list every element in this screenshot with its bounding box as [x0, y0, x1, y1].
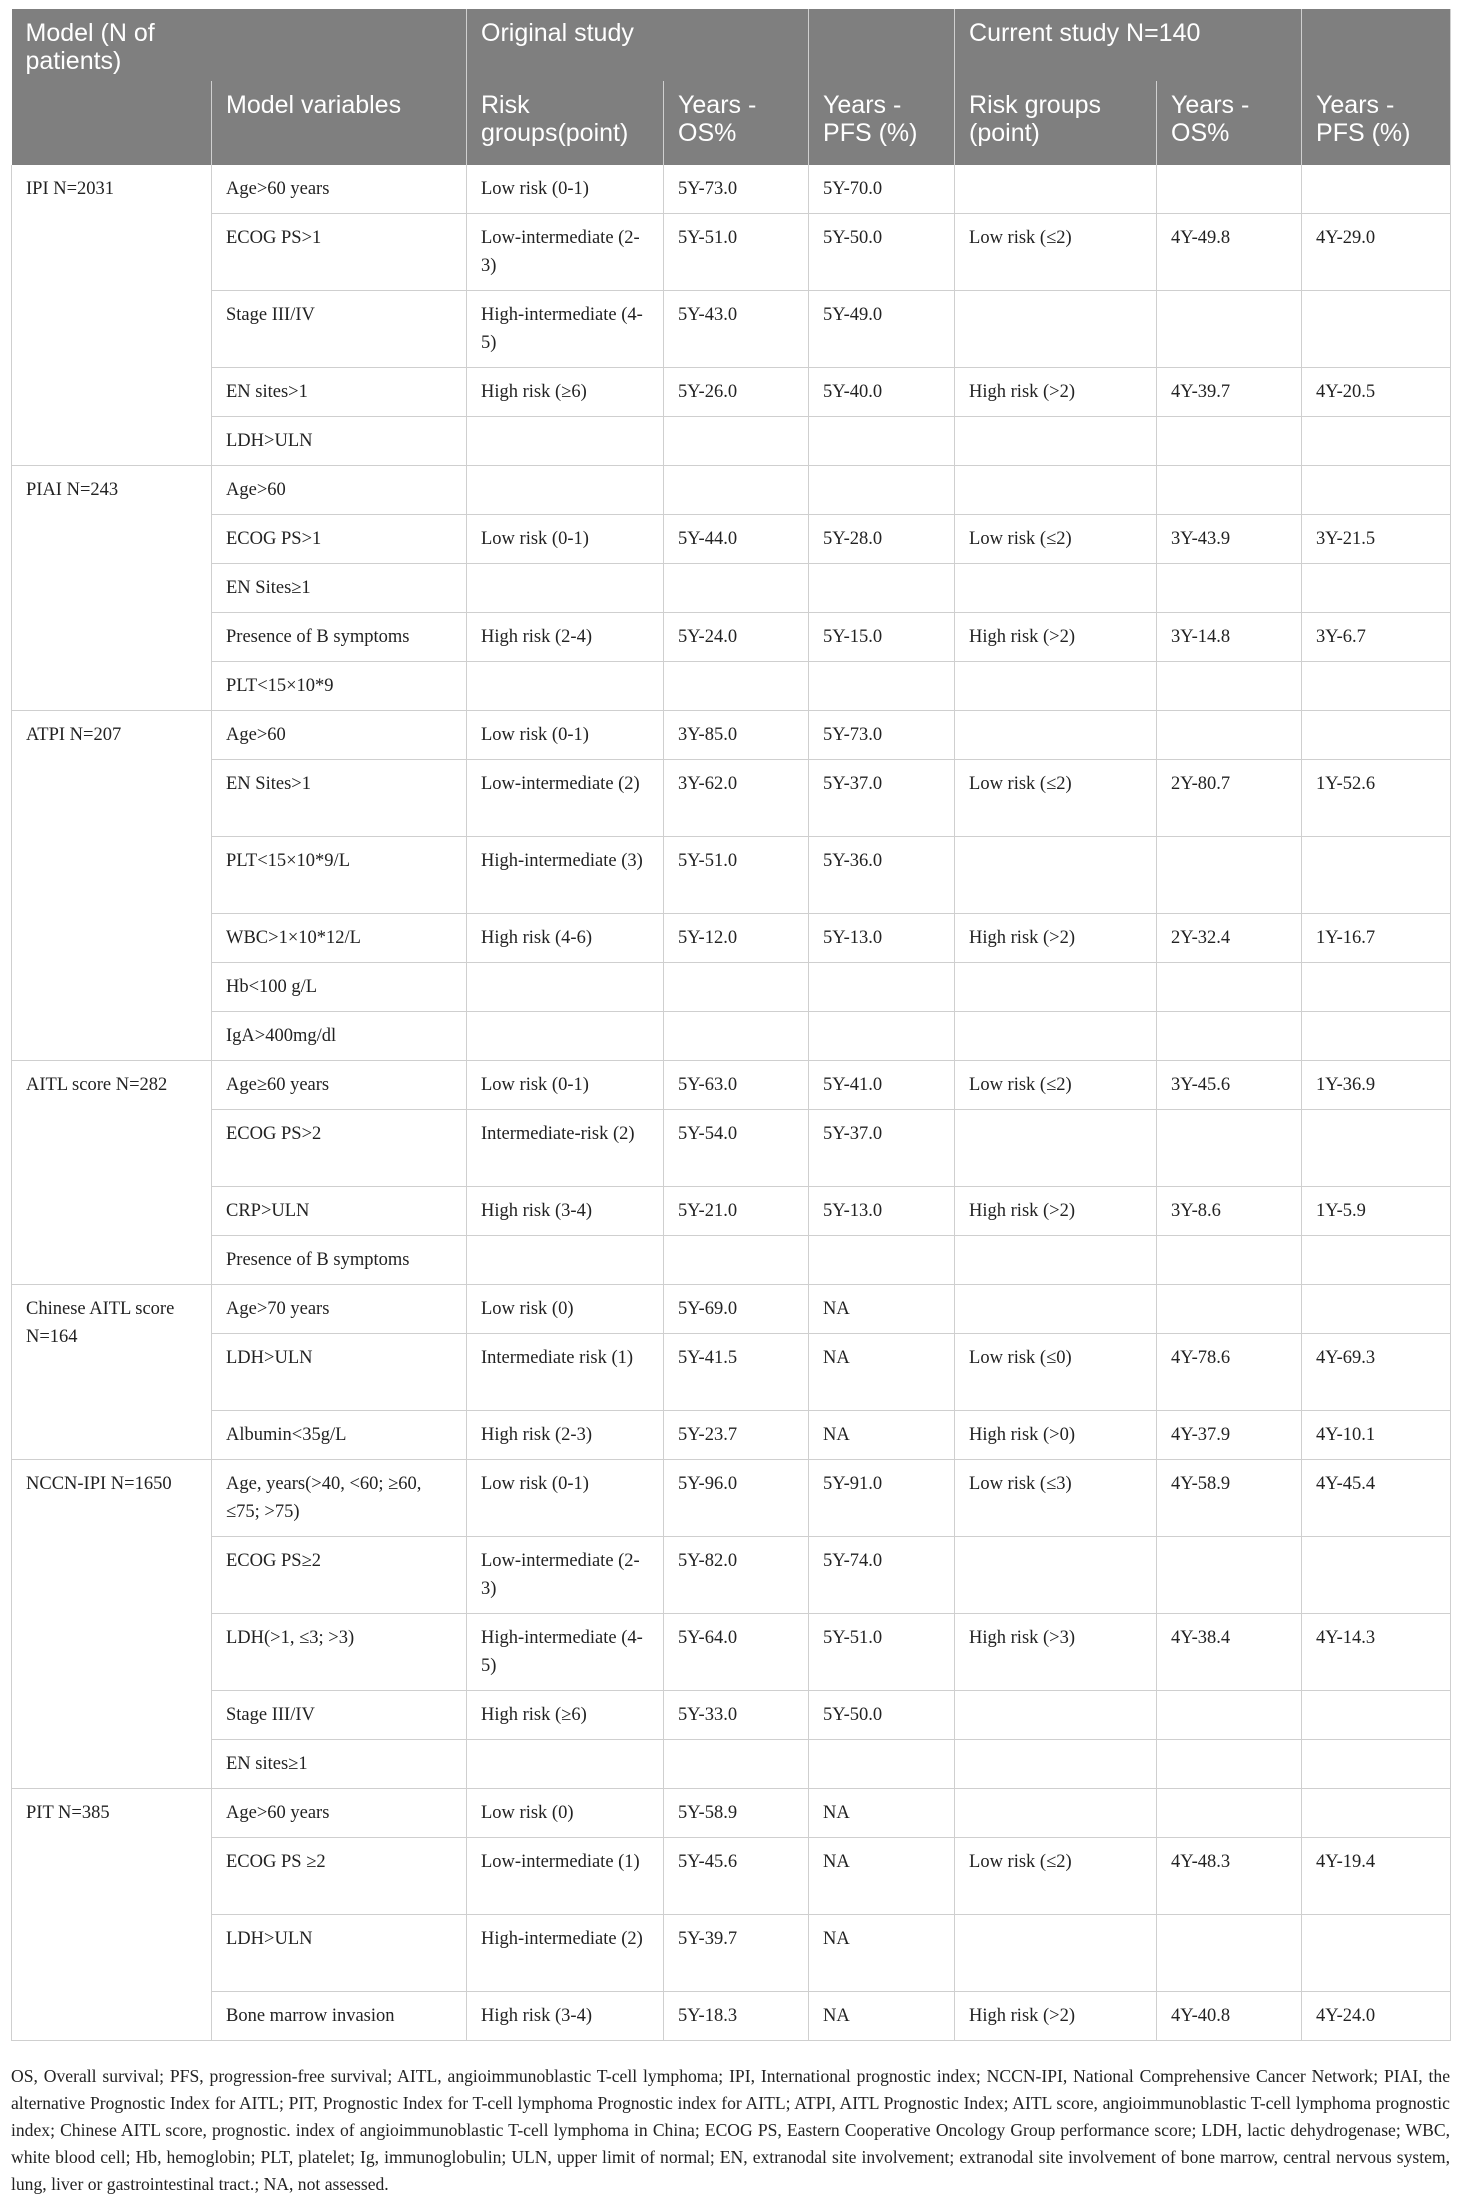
- current-pfs: [1302, 711, 1451, 760]
- table-row: [12, 1915, 1451, 1992]
- table-row: [12, 368, 1451, 417]
- orig-pfs: NA: [809, 1789, 955, 1838]
- current-risk-group: [955, 1236, 1157, 1285]
- current-os: [1157, 1789, 1302, 1838]
- current-os: 3Y-14.8: [1157, 613, 1302, 662]
- current-risk-group: High risk (>3): [955, 1614, 1157, 1691]
- current-pfs: 4Y-29.0: [1302, 214, 1451, 291]
- current-pfs: [1302, 662, 1451, 711]
- table-row: [12, 1789, 1451, 1838]
- current-os: [1157, 291, 1302, 368]
- orig-risk-group: [467, 417, 664, 466]
- current-os: 3Y-45.6: [1157, 1061, 1302, 1110]
- orig-os: [664, 466, 809, 515]
- model-variable: Presence of B symptoms: [212, 613, 467, 662]
- model-variable: CRP>ULN: [212, 1187, 467, 1236]
- orig-risk-group: Intermediate-risk (2): [467, 1110, 664, 1187]
- model-variable: EN Sites>1: [212, 760, 467, 837]
- model-variable: Stage III/IV: [212, 291, 467, 368]
- orig-os: 5Y-51.0: [664, 214, 809, 291]
- orig-risk-group: High risk (4-6): [467, 914, 664, 963]
- model-variable: ECOG PS≥2: [212, 1537, 467, 1614]
- orig-risk-group: High risk (≥6): [467, 368, 664, 417]
- current-os: [1157, 466, 1302, 515]
- current-pfs: 4Y-19.4: [1302, 1838, 1451, 1915]
- model-variable: Stage III/IV: [212, 1691, 467, 1740]
- current-os: 4Y-38.4: [1157, 1614, 1302, 1691]
- current-os: 4Y-40.8: [1157, 1992, 1302, 2041]
- orig-risk-group: Low risk (0): [467, 1285, 664, 1334]
- orig-risk-group: [467, 1236, 664, 1285]
- orig-os: 5Y-63.0: [664, 1061, 809, 1110]
- current-pfs: 4Y-45.4: [1302, 1460, 1451, 1537]
- table-row: [12, 165, 1451, 214]
- orig-pfs: 5Y-37.0: [809, 1110, 955, 1187]
- current-risk-group: [955, 1740, 1157, 1789]
- model-variable: EN sites>1: [212, 368, 467, 417]
- current-pfs: [1302, 417, 1451, 466]
- model-variable: Age>70 years: [212, 1285, 467, 1334]
- model-name: PIT N=385: [12, 1789, 212, 2041]
- orig-os: 5Y-54.0: [664, 1110, 809, 1187]
- current-risk-group: Low risk (≤3): [955, 1460, 1157, 1537]
- current-pfs: 1Y-36.9: [1302, 1061, 1451, 1110]
- current-risk-group: [955, 1110, 1157, 1187]
- orig-pfs: NA: [809, 1915, 955, 1992]
- orig-risk-group: Intermediate risk (1): [467, 1334, 664, 1411]
- current-os: [1157, 1740, 1302, 1789]
- current-risk-group: [955, 963, 1157, 1012]
- current-risk-group: Low risk (≤0): [955, 1334, 1157, 1411]
- current-pfs: 3Y-6.7: [1302, 613, 1451, 662]
- current-risk-group: [955, 466, 1157, 515]
- orig-os: 5Y-64.0: [664, 1614, 809, 1691]
- orig-risk-group: [467, 1012, 664, 1061]
- model-variable: LDH>ULN: [212, 1915, 467, 1992]
- orig-risk-group: Low-intermediate (2-3): [467, 214, 664, 291]
- orig-pfs: [809, 1236, 955, 1285]
- current-pfs: 4Y-20.5: [1302, 368, 1451, 417]
- orig-risk-group: [467, 564, 664, 613]
- current-pfs: [1302, 1236, 1451, 1285]
- current-pfs: [1302, 1012, 1451, 1061]
- model-name: PIAI N=243: [12, 466, 212, 711]
- orig-os: 5Y-43.0: [664, 291, 809, 368]
- table-row: [12, 1411, 1451, 1460]
- model-variable: Hb<100 g/L: [212, 963, 467, 1012]
- orig-risk-group: Low risk (0-1): [467, 515, 664, 564]
- current-os: [1157, 1915, 1302, 1992]
- table-row: [12, 1691, 1451, 1740]
- orig-os: 5Y-82.0: [664, 1537, 809, 1614]
- model-variable: ECOG PS>1: [212, 515, 467, 564]
- orig-risk-group: [467, 963, 664, 1012]
- orig-os: 5Y-39.7: [664, 1915, 809, 1992]
- model-variable: ECOG PS>1: [212, 214, 467, 291]
- header-current-study: Current study N=140: [955, 9, 1302, 81]
- header-blank-2: [12, 81, 212, 165]
- orig-os: 5Y-12.0: [664, 914, 809, 963]
- model-variable: ECOG PS>2: [212, 1110, 467, 1187]
- model-variable: LDH>ULN: [212, 1334, 467, 1411]
- model-name: IPI N=2031: [12, 165, 212, 466]
- orig-risk-group: [467, 1740, 664, 1789]
- current-pfs: 4Y-69.3: [1302, 1334, 1451, 1411]
- current-risk-group: [955, 711, 1157, 760]
- orig-os: [664, 564, 809, 613]
- current-risk-group: High risk (>2): [955, 613, 1157, 662]
- table-row: [12, 1740, 1451, 1789]
- current-pfs: [1302, 466, 1451, 515]
- header-current-gap: [1302, 9, 1451, 81]
- orig-pfs: 5Y-13.0: [809, 914, 955, 963]
- orig-os: [664, 963, 809, 1012]
- orig-pfs: [809, 417, 955, 466]
- current-os: 4Y-58.9: [1157, 1460, 1302, 1537]
- orig-risk-group: High-intermediate (2): [467, 1915, 664, 1992]
- header-model: Model (N of patients): [12, 9, 212, 81]
- current-pfs: [1302, 1789, 1451, 1838]
- orig-pfs: 5Y-37.0: [809, 760, 955, 837]
- orig-risk-group: Low-intermediate (2): [467, 760, 664, 837]
- orig-pfs: NA: [809, 1411, 955, 1460]
- orig-pfs: 5Y-49.0: [809, 291, 955, 368]
- current-os: 4Y-37.9: [1157, 1411, 1302, 1460]
- model-variable: Presence of B symptoms: [212, 1236, 467, 1285]
- table-row: [12, 1012, 1451, 1061]
- orig-pfs: 5Y-91.0: [809, 1460, 955, 1537]
- header-blank: [212, 9, 467, 81]
- current-risk-group: [955, 417, 1157, 466]
- header-orig-pfs: Years -PFS (%): [809, 81, 955, 165]
- orig-os: 5Y-58.9: [664, 1789, 809, 1838]
- orig-os: 5Y-41.5: [664, 1334, 809, 1411]
- table-footnote: OS, Overall survival; PFS, progression-free survival; AITL, angioimmunoblastic T-cell lymphoma; IPI, International prognostic index; NCCN-IPI, National Comprehensive Cancer Network; PIAI, the alternative Prognostic Index for AITL; PIT, Prognostic Index for T-cell lymphoma Prognostic index for AITL; ATPI, AITL Prognostic Index; AITL score, angioimmunoblastic T-cell lymphoma prognostic index; Chinese AITL score, prognostic. index of angioimmunoblastic T-cell lymphoma in China; ECOG PS, Eastern Cooperative Oncology Group performance score; LDH, lactic dehydrogenase; WBC, white blood cell; Hb, hemoglobin; PLT, platelet; Ig, immunoglobulin; ULN, upper limit of normal; EN, extranodal site involvement; extranodal site involvement of bone marrow, central nervous system, lung, liver or gastrointestinal tract.; NA, not assessed.: [11, 2066, 1450, 2194]
- current-pfs: 4Y-24.0: [1302, 1992, 1451, 2041]
- orig-risk-group: High-intermediate (3): [467, 837, 664, 914]
- model-variable: Age>60: [212, 466, 467, 515]
- orig-pfs: 5Y-13.0: [809, 1187, 955, 1236]
- orig-pfs: 5Y-41.0: [809, 1061, 955, 1110]
- orig-os: 5Y-45.6: [664, 1838, 809, 1915]
- header-model-variables: Model variables: [212, 81, 467, 165]
- current-os: [1157, 1236, 1302, 1285]
- orig-os: 5Y-21.0: [664, 1187, 809, 1236]
- table-row: [12, 1334, 1451, 1411]
- header-original-study: Original study: [467, 9, 809, 81]
- current-risk-group: [955, 1915, 1157, 1992]
- orig-pfs: 5Y-36.0: [809, 837, 955, 914]
- orig-os: 5Y-51.0: [664, 837, 809, 914]
- orig-os: 5Y-23.7: [664, 1411, 809, 1460]
- orig-pfs: [809, 564, 955, 613]
- orig-os: 5Y-69.0: [664, 1285, 809, 1334]
- current-pfs: [1302, 1285, 1451, 1334]
- table-row: [12, 1614, 1451, 1691]
- orig-os: 5Y-26.0: [664, 368, 809, 417]
- current-risk-group: Low risk (≤2): [955, 515, 1157, 564]
- current-risk-group: High risk (>2): [955, 914, 1157, 963]
- table-row: [12, 515, 1451, 564]
- current-pfs: [1302, 564, 1451, 613]
- current-os: [1157, 963, 1302, 1012]
- current-risk-group: Low risk (≤2): [955, 214, 1157, 291]
- table-row: [12, 837, 1451, 914]
- current-pfs: 4Y-10.1: [1302, 1411, 1451, 1460]
- model-variable: Age>60 years: [212, 165, 467, 214]
- current-risk-group: [955, 1537, 1157, 1614]
- orig-pfs: 5Y-50.0: [809, 214, 955, 291]
- orig-pfs: NA: [809, 1334, 955, 1411]
- model-name: ATPI N=207: [12, 711, 212, 1061]
- current-risk-group: [955, 837, 1157, 914]
- model-variable: Age, years(>40, <60; ≥60, ≤75; >75): [212, 1460, 467, 1537]
- orig-pfs: NA: [809, 1992, 955, 2041]
- orig-risk-group: Low risk (0-1): [467, 165, 664, 214]
- current-risk-group: Low risk (≤2): [955, 1838, 1157, 1915]
- current-pfs: 1Y-16.7: [1302, 914, 1451, 963]
- current-os: 3Y-43.9: [1157, 515, 1302, 564]
- header-row-columns: [12, 81, 1451, 165]
- model-variable: LDH(>1, ≤3; >3): [212, 1614, 467, 1691]
- table-row: [12, 711, 1451, 760]
- current-risk-group: High risk (>2): [955, 1992, 1157, 2041]
- orig-risk-group: [467, 662, 664, 711]
- model-variable: LDH>ULN: [212, 417, 467, 466]
- table-row: [12, 466, 1451, 515]
- orig-risk-group: High-intermediate (4-5): [467, 291, 664, 368]
- table-row: [12, 1285, 1451, 1334]
- current-pfs: [1302, 837, 1451, 914]
- current-pfs: [1302, 165, 1451, 214]
- model-variable: PLT<15×10*9: [212, 662, 467, 711]
- table-row: [12, 613, 1451, 662]
- model-name: AITL score N=282: [12, 1061, 212, 1285]
- model-variable: Bone marrow invasion: [212, 1992, 467, 2041]
- orig-pfs: 5Y-51.0: [809, 1614, 955, 1691]
- orig-os: 5Y-24.0: [664, 613, 809, 662]
- header-cur-pfs: Years -PFS (%): [1302, 81, 1451, 165]
- orig-risk-group: High risk (2-4): [467, 613, 664, 662]
- model-variable: WBC>1×10*12/L: [212, 914, 467, 963]
- current-risk-group: [955, 291, 1157, 368]
- table-row: [12, 1838, 1451, 1915]
- orig-os: 3Y-62.0: [664, 760, 809, 837]
- table-row: [12, 662, 1451, 711]
- current-os: [1157, 417, 1302, 466]
- header-original-gap: [809, 9, 955, 81]
- current-pfs: 4Y-14.3: [1302, 1614, 1451, 1691]
- orig-risk-group: High risk (2-3): [467, 1411, 664, 1460]
- table-row: [12, 760, 1451, 837]
- model-variable: ECOG PS ≥2: [212, 1838, 467, 1915]
- header-orig-risk: Risk groups(point): [467, 81, 664, 165]
- current-os: [1157, 711, 1302, 760]
- current-risk-group: [955, 1789, 1157, 1838]
- current-os: 2Y-32.4: [1157, 914, 1302, 963]
- current-risk-group: Low risk (≤2): [955, 760, 1157, 837]
- current-pfs: [1302, 1110, 1451, 1187]
- model-name: Chinese AITL score N=164: [12, 1285, 212, 1460]
- current-os: [1157, 1110, 1302, 1187]
- prognostic-models-table: [11, 9, 1451, 2041]
- current-os: 2Y-80.7: [1157, 760, 1302, 837]
- table-row: [12, 417, 1451, 466]
- orig-pfs: [809, 662, 955, 711]
- current-os: [1157, 1537, 1302, 1614]
- current-risk-group: High risk (>2): [955, 1187, 1157, 1236]
- current-pfs: 3Y-21.5: [1302, 515, 1451, 564]
- orig-os: [664, 1012, 809, 1061]
- current-os: [1157, 1691, 1302, 1740]
- orig-risk-group: Low risk (0-1): [467, 1061, 664, 1110]
- orig-risk-group: High risk (3-4): [467, 1187, 664, 1236]
- table-row: [12, 1187, 1451, 1236]
- current-os: [1157, 1285, 1302, 1334]
- current-os: [1157, 837, 1302, 914]
- orig-pfs: NA: [809, 1285, 955, 1334]
- current-pfs: [1302, 291, 1451, 368]
- table-body: [12, 165, 1451, 2041]
- orig-risk-group: High risk (3-4): [467, 1992, 664, 2041]
- current-pfs: [1302, 1691, 1451, 1740]
- current-os: 4Y-49.8: [1157, 214, 1302, 291]
- orig-os: 5Y-18.3: [664, 1992, 809, 2041]
- header-row-groups: [12, 9, 1451, 81]
- orig-pfs: NA: [809, 1838, 955, 1915]
- current-pfs: [1302, 1537, 1451, 1614]
- header-cur-risk: Risk groups (point): [955, 81, 1157, 165]
- orig-risk-group: Low-intermediate (2-3): [467, 1537, 664, 1614]
- model-variable: Age>60 years: [212, 1789, 467, 1838]
- model-variable: Age>60: [212, 711, 467, 760]
- current-risk-group: [955, 662, 1157, 711]
- orig-pfs: 5Y-15.0: [809, 613, 955, 662]
- orig-os: 3Y-85.0: [664, 711, 809, 760]
- orig-pfs: [809, 963, 955, 1012]
- table-row: [12, 1460, 1451, 1537]
- orig-risk-group: High risk (≥6): [467, 1691, 664, 1740]
- current-risk-group: [955, 165, 1157, 214]
- orig-risk-group: Low risk (0-1): [467, 1460, 664, 1537]
- table-row: [12, 963, 1451, 1012]
- current-risk-group: High risk (>2): [955, 368, 1157, 417]
- table-row: [12, 914, 1451, 963]
- current-os: 4Y-48.3: [1157, 1838, 1302, 1915]
- orig-risk-group: [467, 466, 664, 515]
- table-row: [12, 1537, 1451, 1614]
- current-pfs: 1Y-52.6: [1302, 760, 1451, 837]
- orig-os: 5Y-33.0: [664, 1691, 809, 1740]
- orig-pfs: [809, 1740, 955, 1789]
- orig-pfs: 5Y-40.0: [809, 368, 955, 417]
- table-row: [12, 1236, 1451, 1285]
- orig-pfs: 5Y-50.0: [809, 1691, 955, 1740]
- orig-risk-group: Low-intermediate (1): [467, 1838, 664, 1915]
- orig-pfs: [809, 466, 955, 515]
- table-container: [11, 9, 1450, 2198]
- current-pfs: [1302, 963, 1451, 1012]
- current-risk-group: High risk (>0): [955, 1411, 1157, 1460]
- orig-os: 5Y-44.0: [664, 515, 809, 564]
- model-variable: Age≥60 years: [212, 1061, 467, 1110]
- orig-pfs: 5Y-70.0: [809, 165, 955, 214]
- table-row: [12, 1061, 1451, 1110]
- orig-risk-group: Low risk (0-1): [467, 711, 664, 760]
- current-pfs: [1302, 1740, 1451, 1789]
- table-row: [12, 1110, 1451, 1187]
- header-cur-os: Years -OS%: [1157, 81, 1302, 165]
- model-variable: PLT<15×10*9/L: [212, 837, 467, 914]
- orig-os: [664, 1236, 809, 1285]
- table-row: [12, 1992, 1451, 2041]
- model-variable: IgA>400mg/dl: [212, 1012, 467, 1061]
- table-row: [12, 214, 1451, 291]
- current-os: [1157, 1012, 1302, 1061]
- current-os: [1157, 564, 1302, 613]
- current-pfs: [1302, 1915, 1451, 1992]
- orig-pfs: [809, 1012, 955, 1061]
- orig-os: 5Y-73.0: [664, 165, 809, 214]
- header-orig-os: Years -OS%: [664, 81, 809, 165]
- model-variable: Albumin<35g/L: [212, 1411, 467, 1460]
- orig-os: [664, 417, 809, 466]
- orig-pfs: 5Y-73.0: [809, 711, 955, 760]
- current-risk-group: [955, 1285, 1157, 1334]
- current-risk-group: [955, 1691, 1157, 1740]
- current-risk-group: [955, 1012, 1157, 1061]
- orig-risk-group: Low risk (0): [467, 1789, 664, 1838]
- model-variable: EN sites≥1: [212, 1740, 467, 1789]
- model-variable: EN Sites≥1: [212, 564, 467, 613]
- current-os: [1157, 662, 1302, 711]
- orig-os: 5Y-96.0: [664, 1460, 809, 1537]
- table-row: [12, 291, 1451, 368]
- table-row: [12, 564, 1451, 613]
- current-os: 4Y-78.6: [1157, 1334, 1302, 1411]
- orig-pfs: 5Y-28.0: [809, 515, 955, 564]
- current-risk-group: [955, 564, 1157, 613]
- orig-pfs: 5Y-74.0: [809, 1537, 955, 1614]
- current-risk-group: Low risk (≤2): [955, 1061, 1157, 1110]
- orig-os: [664, 662, 809, 711]
- model-name: NCCN-IPI N=1650: [12, 1460, 212, 1789]
- orig-risk-group: High-intermediate (4-5): [467, 1614, 664, 1691]
- current-os: 3Y-8.6: [1157, 1187, 1302, 1236]
- current-os: 4Y-39.7: [1157, 368, 1302, 417]
- current-pfs: 1Y-5.9: [1302, 1187, 1451, 1236]
- orig-os: [664, 1740, 809, 1789]
- current-os: [1157, 165, 1302, 214]
